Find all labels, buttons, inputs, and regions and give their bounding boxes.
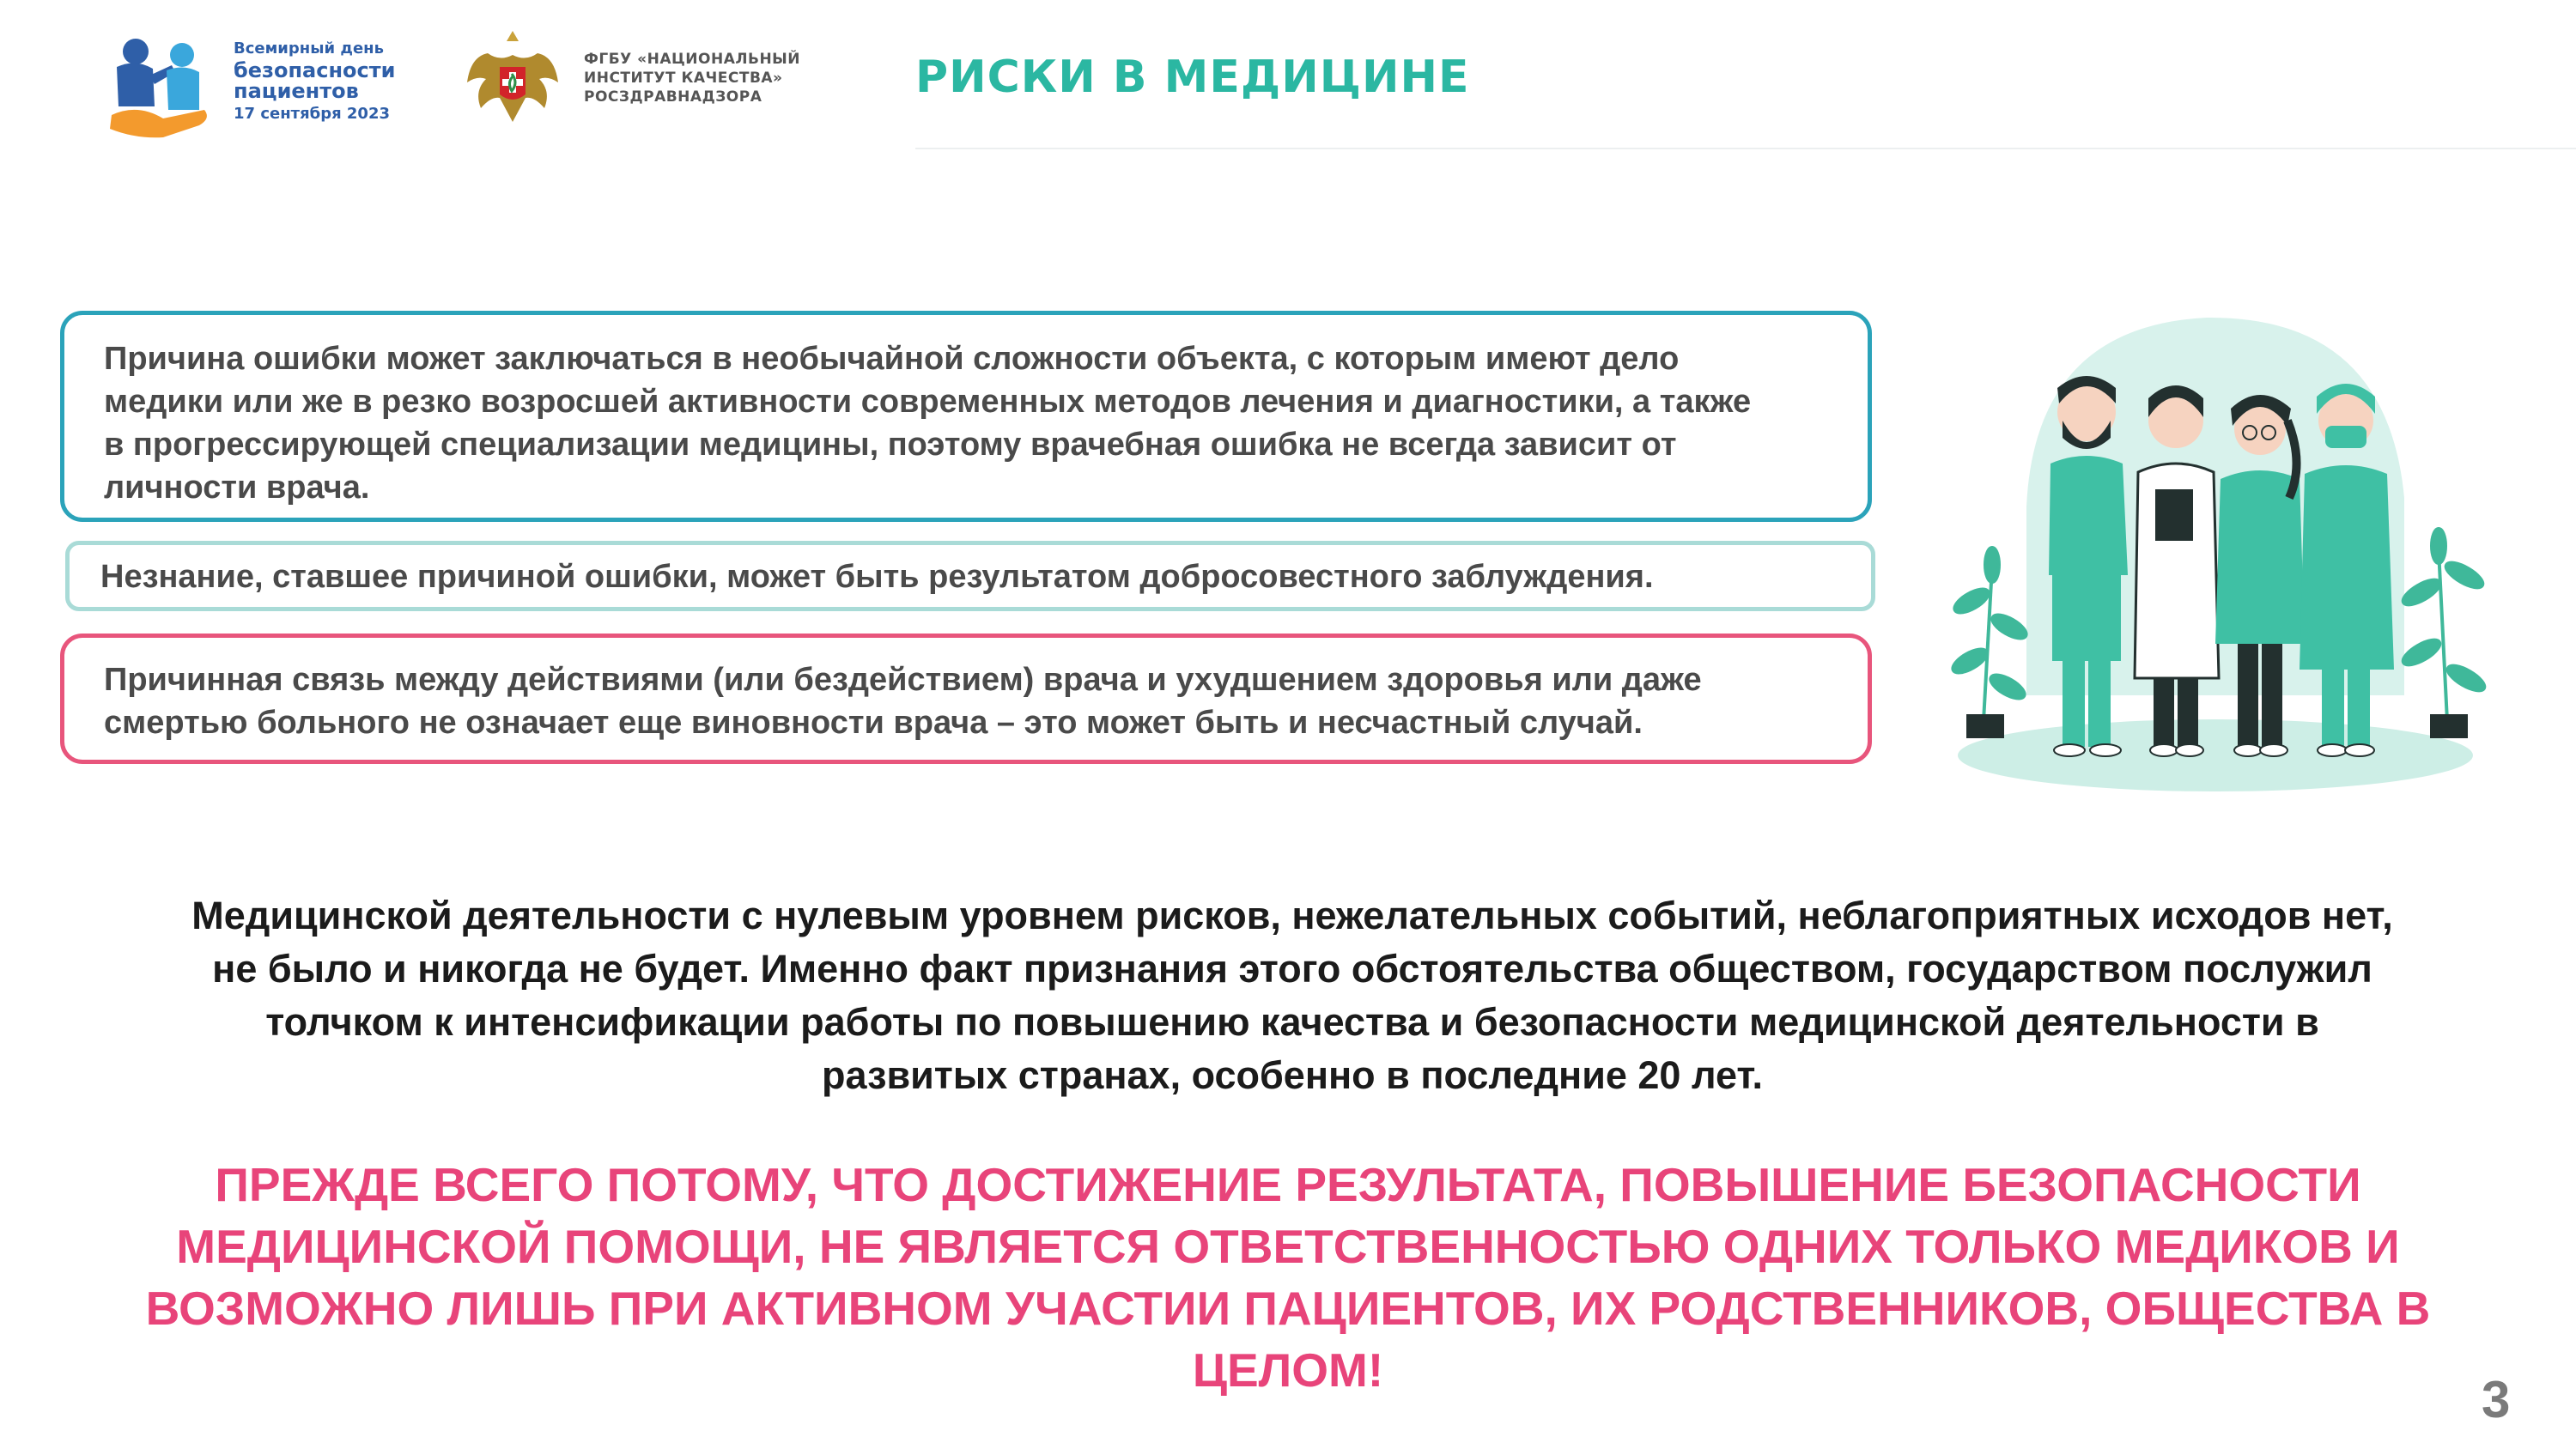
page-title: РИСКИ В МЕДИЦИНЕ [915, 52, 1470, 103]
event-date: 17 сентября 2023 [234, 105, 390, 123]
org-logo-text [584, 50, 841, 106]
emphasis-line: МЕДИЦИНСКОЙ ПОМОЩИ, НЕ ЯВЛЯЕТСЯ ОТВЕТСТВЕННОСТЬЮ ОДНИХ ТОЛЬКО МЕДИКОВ И [176, 1220, 2400, 1273]
box2-line: Незнание, ставшее причиной ошибки, может быть результатом добросовестного заблуждения. [100, 559, 1654, 595]
org-logo-line2: ИНСТИТУТ КАЧЕСТВА» [584, 70, 783, 88]
box1-line: медики или же в резко возросшей активности современных методов лечения и диагностики, а также [104, 384, 1752, 420]
emblem-icon [462, 22, 563, 134]
paragraph-line: не было и никогда не будет. Именно факт признания этого обстоятельства обществом, государством послужил [212, 947, 2372, 991]
emphasis-line: ВОЗМОЖНО ЛИШЬ ПРИ АКТИВНОМ УЧАСТИИ ПАЦИЕНТОВ, ИХ РОДСТВЕННИКОВ, ОБЩЕСТВА В ЦЕЛОМ! [145, 1282, 2431, 1397]
box3-line: Причинная связь между действиями (или бездействием) врача и ухудшением здоровья или даже [104, 662, 1702, 698]
main-paragraph [69, 889, 2516, 1102]
paragraph-line: толчком к интенсификации работы по повышению качества и безопасности медицинской деятельности в [265, 1000, 2319, 1044]
patient-safety-day-logo [103, 33, 215, 139]
org-logo-line1: ФГБУ «НАЦИОНАЛЬНЫЙ [584, 51, 801, 68]
event-logo-line1: Всемирный день [234, 39, 384, 58]
event-logo-line2: безопасности [234, 58, 396, 82]
box1-line: в прогрессирующей специализации медицины, поэтому врачебная ошибка не всегда зависит от [104, 427, 1677, 463]
paragraph-line: Медицинской деятельности с нулевым уровнем рисков, нежелательных событий, неблагоприятных исходов нет, [191, 894, 2393, 937]
emphasis-line: ПРЕЖДЕ ВСЕГО ПОТОМУ, ЧТО ДОСТИЖЕНИЕ РЕЗУЛЬТАТА, ПОВЫШЕНИЕ БЕЗОПАСНОСТИ [215, 1158, 2361, 1211]
event-logo-text [234, 41, 431, 122]
medical-staff-illustration [1923, 292, 2507, 798]
emphasis-statement [52, 1154, 2524, 1401]
box1-line: Причина ошибки может заключаться в необычайной сложности объекта, с которым имеют дело [104, 341, 1680, 377]
plant-left [1949, 548, 2029, 721]
event-logo-line3: пациентов [234, 79, 359, 103]
title-divider [915, 148, 2576, 149]
box3-line: смертью больного не означает еще виновности врача – это может быть и несчастный случай. [104, 705, 1643, 741]
plant-right [2400, 529, 2488, 721]
causal-link-box [60, 634, 1872, 764]
paragraph-line: развитых странах, особенно в последние 20 лет. [822, 1053, 1763, 1097]
page-number: 3 [2482, 1371, 2511, 1428]
ignorance-box [65, 541, 1875, 611]
box1-line: личности врача. [104, 470, 370, 506]
error-cause-box [60, 311, 1872, 522]
org-logo-line3: РОСЗДРАВНАДЗОРА [584, 88, 762, 106]
